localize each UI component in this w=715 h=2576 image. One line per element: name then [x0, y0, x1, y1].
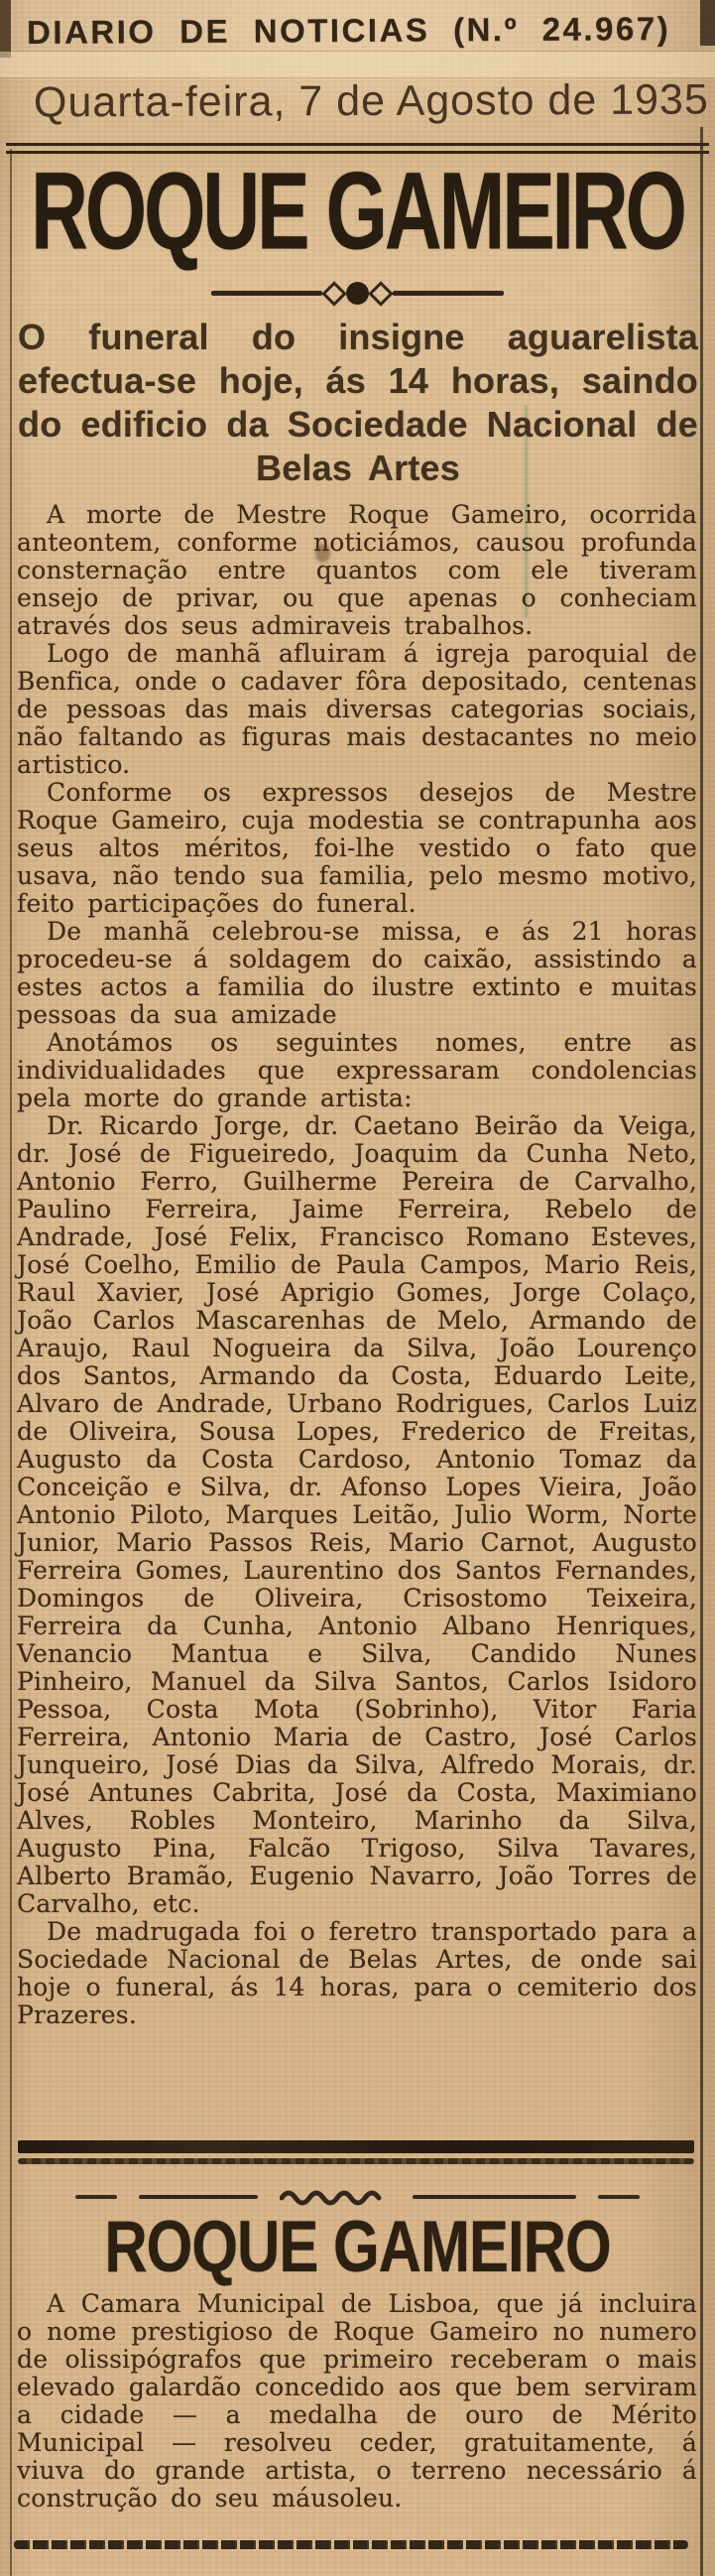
squiggle-icon: [280, 2187, 391, 2207]
divider-line-left: [139, 2195, 258, 2199]
diamond-icon: [368, 281, 393, 306]
rope-rule-bottom: [14, 2540, 688, 2549]
ornament-divider: [0, 282, 715, 305]
scan-edge-top-right: [700, 0, 715, 46]
separator-bar-bottom: [18, 2158, 694, 2164]
dot-icon: [346, 282, 369, 305]
article-paragraph: A morte de Mestre Roque Gameiro, ocorrida anteontem, conforme noticiámos, causou profunda consternação entre quantos com ele tiveram ensejo de privar, ou que apenas o conheciam através dos seus admiraveis trabalhos.: [17, 500, 697, 640]
article-paragraph: A Camara Municipal de Lisboa, que já incluira o nome prestigioso de Roque Gameiro no numero de olissipógrafos que primeiro receberam o mais elevado galardão concedido aos que bem serviram a cidade — a medalha de ouro de Mérito Municipal — resolveu ceder, gratuitamente, á viuva do grande artista, o terreno necessário á construção do seu máusoleu.: [17, 2289, 697, 2512]
divider-dash-right: [598, 2195, 640, 2199]
column-rule-right: [700, 127, 703, 2576]
wavy-divider: [0, 2187, 715, 2207]
divider-line-right: [413, 2195, 576, 2199]
paper-seam: [0, 52, 715, 77]
separator-bar-top: [18, 2140, 694, 2153]
article-paragraph: De madrugada foi o feretro transportado para a Sociedade Nacional de Belas Artes, de onde sai hoje o funeral, ás 14 horas, para o cemiterio dos Prazeres.: [17, 1917, 697, 2029]
diamond-icon: [321, 281, 346, 306]
ornament-line-right: [393, 291, 504, 296]
divider-dash-left: [75, 2195, 117, 2199]
subheadline: O funeral do insigne aguarelista efectua-se hoje, ás 14 horas, saindo do edificio da Sociedade Nacional de Belas Artes: [18, 317, 698, 488]
article-paragraph: Conforme os expressos desejos de Mestre Roque Gameiro, cuja modestia se contrapunha aos seus altos méritos, foi-lhe vestido o fato que usava, não tendo sua familia, pelo mesmo motivo, feito participações do funeral.: [17, 778, 697, 918]
newspaper-name: DIARIO DE NOTICIAS (N.º 24.967): [26, 10, 671, 52]
headline-article1: ROQUE GAMEIRO: [31, 150, 684, 272]
edition-date: Quarta-feira, 7 de Agosto de 1935: [33, 75, 709, 127]
ornament-line-left: [211, 291, 322, 296]
thick-separator: [18, 2140, 694, 2164]
article-paragraph: Logo de manhã afluiram á igreja paroquial de Benfica, onde o cadaver fôra depositado, centenas de pessoas das mais diversas categorias sociais, não faltando as figuras mais destacantes no meio artistico.: [17, 639, 697, 779]
article-paragraph-names-list: Dr. Ricardo Jorge, dr. Caetano Beirão da Veiga, dr. José de Figueiredo, Joaquim da Cunha Neto, Antonio Ferro, Guilherme Pereira de Carvalho, Paulino Ferreira, Jaime Ferreira, Rebelo de Andrade, José Felix, Francisco Romano Esteves, José Coelho, Emilio de Paula Campos, Mario Reis, Raul Xavier, José Aprigio Gomes, Jorge Colaço, João Carlos Mascarenhas de Melo, Armando de Araujo, Raul Nogueira da Silva, João Lourenço dos Santos, Armando da Costa, Eduardo Leite, Alvaro de Andrade, Urbano Rodrigues, Carlos Luiz de Oliveira, Sousa Lopes, Frederico de Freitas, Augusto da Costa Cardoso, Antonio Tomaz da Conceição e Silva, dr. Afonso Lopes Vieira, João Antonio Piloto, Marques Leitão, Julio Worm, Norte Junior, Mario Passos Reis, Mario Carnot, Augusto Ferreira Gomes, Laurentino dos Santos Fernandes, Domingos de Oliveira, Crisostomo Teixeira, Ferreira da Cunha, Antonio Albano Henriques, Venancio Mantua e Silva, Candido Nunes Pinheiro, Manuel da Silva Santos, Carlos Isidoro Pessoa, Costa Mota (Sobrinho), Vitor Faria Ferreira, Antonio Maria de Castro, José Carlos Junqueiro, José Dias da Silva, Alfredo Morais, dr. José Antunes Cabrita, José da Costa, Maximiano Alves, Robles Monteiro, Marinho da Silva, Augusto Pina, Falcão Trigoso, Silva Tavares, Alberto Bramão, Eugenio Navarro, João Torres de Carvalho, etc.: [17, 1111, 697, 1918]
article2-body: [17, 2290, 697, 2512]
article1-body: [17, 501, 697, 2029]
article-paragraph: De manhã celebrou-se missa, e ás 21 horas procedeu-se á soldagem do caixão, assistindo a estes actos a familia do ilustre extinto e muitas pessoas da sua amizade: [17, 917, 697, 1029]
article-paragraph: Anotámos os seguintes nomes, entre as individualidades que expressaram condolencias pela morte do grande artista:: [17, 1028, 697, 1112]
scan-edge-top-left: [0, 0, 11, 58]
headline-article2: ROQUE GAMEIRO: [104, 2206, 611, 2287]
